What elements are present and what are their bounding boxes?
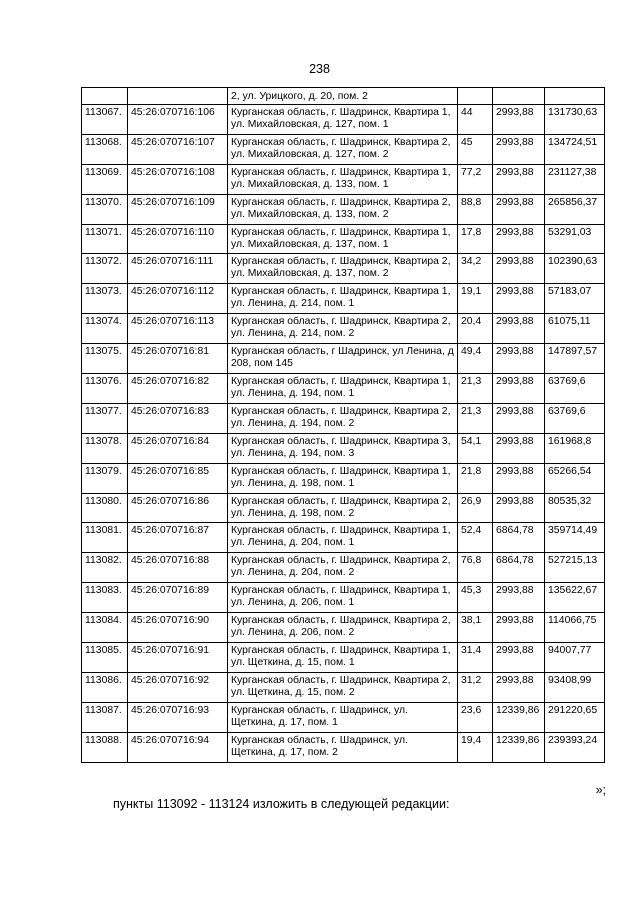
cell-value: 65266,54 xyxy=(545,463,605,493)
cell-rate: 2993,88 xyxy=(493,284,545,314)
cell-area: 34,2 xyxy=(458,254,493,284)
cell-area: 19,4 xyxy=(458,732,493,762)
cell-address: Курганская область, г. Шадринск, Квартира 2, ул. Ленина, д. 194, пом. 2 xyxy=(228,403,458,433)
cell-number: 113078. xyxy=(82,433,128,463)
cell-rate xyxy=(493,88,545,105)
table-row xyxy=(82,403,605,433)
cell-value: 291220,65 xyxy=(545,702,605,732)
cell-rate: 2993,88 xyxy=(493,493,545,523)
cell-value: 131730,63 xyxy=(545,105,605,135)
cell-rate: 6864,78 xyxy=(493,523,545,553)
cell-area: 54,1 xyxy=(458,433,493,463)
cell-address: Курганская область, г. Шадринск, Квартира 1, ул. Михайловская, д. 127, пом. 1 xyxy=(228,105,458,135)
cell-cadastral: 45:26:070716:106 xyxy=(128,105,228,135)
cell-number xyxy=(82,88,128,105)
cell-value: 63769,6 xyxy=(545,374,605,404)
table-row xyxy=(82,164,605,194)
table-row xyxy=(82,105,605,135)
cell-cadastral: 45:26:070716:91 xyxy=(128,643,228,673)
cell-area: 17,8 xyxy=(458,224,493,254)
cell-number: 113085. xyxy=(82,643,128,673)
cell-address: Курганская область, г. Шадринск, Квартира 1, ул. Ленина, д. 194, пом. 1 xyxy=(228,374,458,404)
cell-value: 527215,13 xyxy=(545,553,605,583)
cell-area: 21,3 xyxy=(458,374,493,404)
cell-value xyxy=(545,88,605,105)
cell-address: Курганская область, г. Шадринск, Квартира 1, ул. Ленина, д. 204, пом. 1 xyxy=(228,523,458,553)
cell-cadastral: 45:26:070716:83 xyxy=(128,403,228,433)
cell-area: 45,3 xyxy=(458,583,493,613)
cell-area: 44 xyxy=(458,105,493,135)
cell-number: 113081. xyxy=(82,523,128,553)
cell-area: 49,4 xyxy=(458,344,493,374)
table-row xyxy=(82,493,605,523)
cell-value: 147897,57 xyxy=(545,344,605,374)
cell-cadastral: 45:26:070716:94 xyxy=(128,732,228,762)
closing-quote: »; xyxy=(595,783,606,797)
cell-number: 113076. xyxy=(82,374,128,404)
table-row xyxy=(82,702,605,732)
cell-area: 31,4 xyxy=(458,643,493,673)
cell-address: Курганская область, г. Шадринск, Квартира 2, ул. Ленина, д. 198, пом. 2 xyxy=(228,493,458,523)
cell-number: 113087. xyxy=(82,702,128,732)
table-row xyxy=(82,344,605,374)
cell-value: 61075,11 xyxy=(545,314,605,344)
cell-rate: 2993,88 xyxy=(493,613,545,643)
cell-address: Курганская область, г. Шадринск, Квартира 2, ул. Ленина, д. 204, пом. 2 xyxy=(228,553,458,583)
page-number: 238 xyxy=(309,62,330,76)
table-row xyxy=(82,433,605,463)
cell-address: Курганская область, г. Шадринск, Квартира 1, ул. Ленина, д. 198, пом. 1 xyxy=(228,463,458,493)
table-row xyxy=(82,134,605,164)
cell-rate: 2993,88 xyxy=(493,672,545,702)
cell-area: 26,9 xyxy=(458,493,493,523)
cell-address: Курганская область, г. Шадринск, Квартира 2, ул. Михайловская, д. 137, пом. 2 xyxy=(228,254,458,284)
cell-rate: 12339,86 xyxy=(493,732,545,762)
cell-address: Курганская область, г. Шадринск, Квартира 1, ул. Ленина, д. 206, пом. 1 xyxy=(228,583,458,613)
cell-value: 53291,03 xyxy=(545,224,605,254)
cell-cadastral: 45:26:070716:86 xyxy=(128,493,228,523)
cell-address: 2, ул. Урицкого, д. 20, пом. 2 xyxy=(228,88,458,105)
cell-address: Курганская область, г. Шадринск, Квартира 2, ул. Михайловская, д. 133, пом. 2 xyxy=(228,194,458,224)
cell-cadastral: 45:26:070716:84 xyxy=(128,433,228,463)
cell-area: 88,8 xyxy=(458,194,493,224)
cell-area: 20,4 xyxy=(458,314,493,344)
cell-cadastral: 45:26:070716:82 xyxy=(128,374,228,404)
cell-address: Курганская область, г. Шадринск, Квартира 2, ул. Михайловская, д. 127, пом. 2 xyxy=(228,134,458,164)
cell-value: 161968,8 xyxy=(545,433,605,463)
cell-address: Курганская область, г Шадринск, ул Ленина, д 208, пом 145 xyxy=(228,344,458,374)
cell-number: 113079. xyxy=(82,463,128,493)
cell-address: Курганская область, г. Шадринск, Квартира 2, ул. Ленина, д. 206, пом. 2 xyxy=(228,613,458,643)
cell-address: Курганская область, г. Шадринск, Квартира 3, ул. Ленина, д. 194, пом. 3 xyxy=(228,433,458,463)
cell-rate: 2993,88 xyxy=(493,463,545,493)
cell-number: 113068. xyxy=(82,134,128,164)
cell-number: 113069. xyxy=(82,164,128,194)
cell-value: 94007,77 xyxy=(545,643,605,673)
cell-value: 102390,63 xyxy=(545,254,605,284)
cell-area: 52,4 xyxy=(458,523,493,553)
cell-number: 113084. xyxy=(82,613,128,643)
cell-rate: 6864,78 xyxy=(493,553,545,583)
cell-area: 77,2 xyxy=(458,164,493,194)
cell-address: Курганская область, г. Шадринск, Квартира 1, ул. Михайловская, д. 133, пом. 1 xyxy=(228,164,458,194)
cell-rate: 2993,88 xyxy=(493,403,545,433)
cell-value: 80535,32 xyxy=(545,493,605,523)
cell-area: 31,2 xyxy=(458,672,493,702)
cell-rate: 2993,88 xyxy=(493,433,545,463)
cell-rate: 12339,86 xyxy=(493,702,545,732)
cell-address: Курганская область, г. Шадринск, ул. Щеткина, д. 17, пом. 2 xyxy=(228,732,458,762)
cell-area: 21,3 xyxy=(458,403,493,433)
cell-area: 23,6 xyxy=(458,702,493,732)
cell-number: 113070. xyxy=(82,194,128,224)
table-body xyxy=(82,88,605,763)
cell-area: 38,1 xyxy=(458,613,493,643)
cell-value: 134724,51 xyxy=(545,134,605,164)
cell-cadastral: 45:26:070716:85 xyxy=(128,463,228,493)
instruction-text: пункты 113092 - 113124 изложить в следующей редакции: xyxy=(113,797,450,811)
cell-area: 19,1 xyxy=(458,284,493,314)
cell-rate: 2993,88 xyxy=(493,134,545,164)
cell-number: 113072. xyxy=(82,254,128,284)
cell-rate: 2993,88 xyxy=(493,374,545,404)
table-row xyxy=(82,672,605,702)
table-row xyxy=(82,523,605,553)
cell-cadastral: 45:26:070716:88 xyxy=(128,553,228,583)
cell-rate: 2993,88 xyxy=(493,254,545,284)
table-row xyxy=(82,553,605,583)
table-row xyxy=(82,254,605,284)
property-table xyxy=(81,87,605,763)
cell-cadastral: 45:26:070716:89 xyxy=(128,583,228,613)
table-row xyxy=(82,284,605,314)
cell-rate: 2993,88 xyxy=(493,164,545,194)
cell-cadastral: 45:26:070716:93 xyxy=(128,702,228,732)
cell-value: 239393,24 xyxy=(545,732,605,762)
cell-value: 265856,37 xyxy=(545,194,605,224)
table-row xyxy=(82,463,605,493)
cell-rate: 2993,88 xyxy=(493,105,545,135)
cell-cadastral: 45:26:070716:109 xyxy=(128,194,228,224)
table-row xyxy=(82,374,605,404)
cell-cadastral: 45:26:070716:111 xyxy=(128,254,228,284)
cell-address: Курганская область, г. Шадринск, Квартира 1, ул. Ленина, д. 214, пом. 1 xyxy=(228,284,458,314)
table-row xyxy=(82,583,605,613)
cell-number: 113077. xyxy=(82,403,128,433)
cell-area: 76,8 xyxy=(458,553,493,583)
table-row xyxy=(82,643,605,673)
cell-cadastral: 45:26:070716:107 xyxy=(128,134,228,164)
cell-cadastral: 45:26:070716:92 xyxy=(128,672,228,702)
table-row xyxy=(82,314,605,344)
cell-value: 135622,67 xyxy=(545,583,605,613)
cell-number: 113074. xyxy=(82,314,128,344)
cell-number: 113086. xyxy=(82,672,128,702)
table-row xyxy=(82,224,605,254)
cell-cadastral: 45:26:070716:87 xyxy=(128,523,228,553)
cell-cadastral: 45:26:070716:90 xyxy=(128,613,228,643)
cell-address: Курганская область, г. Шадринск, ул. Щеткина, д. 17, пом. 1 xyxy=(228,702,458,732)
cell-area xyxy=(458,88,493,105)
cell-value: 114066,75 xyxy=(545,613,605,643)
cell-rate: 2993,88 xyxy=(493,643,545,673)
cell-cadastral: 45:26:070716:110 xyxy=(128,224,228,254)
table-row xyxy=(82,613,605,643)
cell-value: 231127,38 xyxy=(545,164,605,194)
cell-cadastral xyxy=(128,88,228,105)
cell-address: Курганская область, г. Шадринск, Квартира 2, ул. Ленина, д. 214, пом. 2 xyxy=(228,314,458,344)
cell-address: Курганская область, г. Шадринск, Квартира 1, ул. Михайловская, д. 137, пом. 1 xyxy=(228,224,458,254)
cell-rate: 2993,88 xyxy=(493,344,545,374)
cell-cadastral: 45:26:070716:112 xyxy=(128,284,228,314)
cell-address: Курганская область, г. Шадринск, Квартира 2, ул. Щеткина, д. 15, пом. 2 xyxy=(228,672,458,702)
cell-area: 45 xyxy=(458,134,493,164)
cell-number: 113082. xyxy=(82,553,128,583)
cell-cadastral: 45:26:070716:108 xyxy=(128,164,228,194)
cell-number: 113088. xyxy=(82,732,128,762)
cell-rate: 2993,88 xyxy=(493,583,545,613)
cell-value: 359714,49 xyxy=(545,523,605,553)
cell-address: Курганская область, г. Шадринск, Квартира 1, ул. Щеткина, д. 15, пом. 1 xyxy=(228,643,458,673)
cell-value: 57183,07 xyxy=(545,284,605,314)
cell-value: 63769,6 xyxy=(545,403,605,433)
cell-number: 113071. xyxy=(82,224,128,254)
table-row xyxy=(82,194,605,224)
cell-rate: 2993,88 xyxy=(493,194,545,224)
cell-number: 113075. xyxy=(82,344,128,374)
cell-number: 113067. xyxy=(82,105,128,135)
table-row-continuation xyxy=(82,88,605,105)
table-row xyxy=(82,732,605,762)
cell-cadastral: 45:26:070716:81 xyxy=(128,344,228,374)
cell-number: 113080. xyxy=(82,493,128,523)
cell-area: 21,8 xyxy=(458,463,493,493)
cell-rate: 2993,88 xyxy=(493,224,545,254)
cell-cadastral: 45:26:070716:113 xyxy=(128,314,228,344)
cell-value: 93408,99 xyxy=(545,672,605,702)
cell-number: 113083. xyxy=(82,583,128,613)
cell-number: 113073. xyxy=(82,284,128,314)
cell-rate: 2993,88 xyxy=(493,314,545,344)
